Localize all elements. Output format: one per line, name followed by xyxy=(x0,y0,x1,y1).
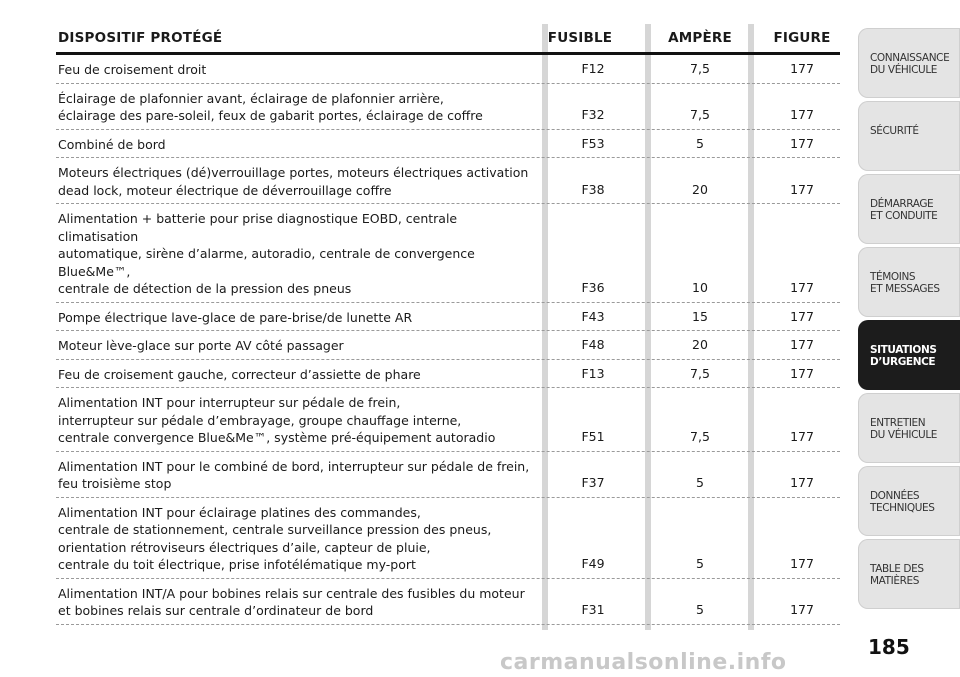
table-row xyxy=(56,388,840,452)
table-row xyxy=(56,84,840,130)
chapter-tab[interactable] xyxy=(858,320,960,390)
figure-cell: 177 xyxy=(790,602,814,617)
table-row xyxy=(56,452,840,498)
chapter-tab[interactable] xyxy=(858,466,960,536)
chapter-tab-label: DÉMARRAGE ET CONDUITE xyxy=(870,198,938,222)
amp-cell: 7,5 xyxy=(690,107,710,122)
device-cell: Moteur lève-glace sur porte AV côté passager xyxy=(58,338,344,353)
chapter-tab[interactable] xyxy=(858,28,960,98)
figure-cell: 177 xyxy=(790,337,814,352)
table-header xyxy=(56,24,840,55)
chapter-tabs xyxy=(858,28,960,612)
table-row xyxy=(56,204,840,303)
figure-cell: 177 xyxy=(790,61,814,76)
device-cell: Alimentation + batterie pour prise diagnostique EOBD, centrale climatisation automatique, sirène d’alarme, autoradio, centrale de convergence Blue&Me™, centrale de détection de la pression des pneus xyxy=(58,211,475,296)
chapter-tab[interactable] xyxy=(858,393,960,463)
amp-cell: 10 xyxy=(692,280,708,295)
fuse-cell: F43 xyxy=(581,308,605,324)
amp-cell: 5 xyxy=(696,602,704,617)
amp-cell: 5 xyxy=(696,556,704,571)
device-cell: Alimentation INT/A pour bobines relais sur centrale des fusibles du moteur et bobines relais sur centrale d’ordinateur de bord xyxy=(58,585,525,618)
figure-cell: 177 xyxy=(790,280,814,295)
device-cell: Alimentation INT pour interrupteur sur pédale de frein, interrupteur sur pédale d’embrayage, groupe chauffage interne, centrale convergence Blue&Me™, système pré-équipement autoradio xyxy=(58,395,496,445)
device-cell: Alimentation INT pour éclairage platines des commandes, centrale de stationnement, centrale surveillance pression des pneus, orientation rétroviseurs électriques d’aile, capteur de pluie, centrale du toit électrique, prise infotélématique my-port xyxy=(58,504,492,572)
figure-cell: 177 xyxy=(790,475,814,490)
figure-cell: 177 xyxy=(790,308,814,324)
device-cell: Alimentation INT pour le combiné de bord, interrupteur sur pédale de frein, feu troisième stop xyxy=(58,458,530,491)
amp-cell: 20 xyxy=(692,337,708,352)
figure-cell: 177 xyxy=(790,556,814,571)
page-number: 185 xyxy=(868,635,910,659)
fuse-cell: F36 xyxy=(581,280,605,295)
chapter-tab-label: TABLE DES MATIÈRES xyxy=(870,563,924,587)
fuse-table xyxy=(56,24,840,625)
header-figure: FIGURE xyxy=(773,30,831,46)
amp-cell: 5 xyxy=(696,135,704,151)
table-row xyxy=(56,158,840,204)
fuse-cell: F31 xyxy=(581,602,605,617)
table-row xyxy=(56,130,840,159)
fuse-cell: F38 xyxy=(581,181,605,197)
fuse-cell: F32 xyxy=(581,107,605,122)
header-fuse: FUSIBLE xyxy=(547,30,613,46)
amp-cell: 5 xyxy=(696,475,704,490)
figure-cell: 177 xyxy=(790,429,814,444)
chapter-tab-label: CONNAISSANCE DU VÉHICULE xyxy=(870,52,950,76)
fuse-cell: F37 xyxy=(581,475,605,490)
table-row xyxy=(56,55,840,84)
amp-cell: 15 xyxy=(692,308,708,324)
chapter-tab-label: SÉCURITÉ xyxy=(870,125,919,137)
figure-cell: 177 xyxy=(790,135,814,151)
fuse-cell: F13 xyxy=(581,365,605,381)
device-cell: Pompe électrique lave-glace de pare-brise/de lunette AR xyxy=(58,309,413,325)
fuse-cell: F51 xyxy=(581,429,605,444)
device-cell: Feu de croisement droit xyxy=(58,62,207,77)
chapter-tab[interactable] xyxy=(858,101,960,171)
chapter-tab[interactable] xyxy=(858,174,960,244)
device-cell: Éclairage de plafonnier avant, éclairage de plafonnier arrière, éclairage des pare-soleil, feux de gabarit portes, éclairage de coffre xyxy=(58,90,483,123)
table-row xyxy=(56,579,840,625)
amp-cell: 7,5 xyxy=(690,61,710,76)
table-row xyxy=(56,331,840,360)
header-device: DISPOSITIF PROTÉGÉ xyxy=(58,30,223,46)
figure-cell: 177 xyxy=(790,107,814,122)
fuse-cell: F48 xyxy=(581,337,605,352)
device-cell: Combiné de bord xyxy=(58,136,166,152)
header-amp: AMPÈRE xyxy=(668,30,732,46)
chapter-tab-label: ENTRETIEN DU VÉHICULE xyxy=(870,417,938,441)
table-row xyxy=(56,303,840,332)
table-body xyxy=(56,55,840,625)
chapter-tab-label: SITUATIONS D’URGENCE xyxy=(870,344,937,368)
chapter-tab-label: DONNÉES TECHNIQUES xyxy=(870,490,935,514)
fuse-cell: F12 xyxy=(581,61,605,76)
fuse-cell: F49 xyxy=(581,556,605,571)
amp-cell: 7,5 xyxy=(690,429,710,444)
chapter-tab[interactable] xyxy=(858,247,960,317)
table-row xyxy=(56,360,840,389)
watermark: carmanualsonline.info xyxy=(500,650,787,675)
fuse-cell: F53 xyxy=(581,135,605,151)
figure-cell: 177 xyxy=(790,181,814,197)
amp-cell: 7,5 xyxy=(690,365,710,381)
figure-cell: 177 xyxy=(790,365,814,381)
amp-cell: 20 xyxy=(692,181,708,197)
chapter-tab-label: TÉMOINS ET MESSAGES xyxy=(870,271,940,295)
chapter-tab[interactable] xyxy=(858,539,960,609)
table-row xyxy=(56,498,840,579)
device-cell: Feu de croisement gauche, correcteur d’assiette de phare xyxy=(58,366,421,382)
device-cell: Moteurs électriques (dé)verrouillage portes, moteurs électriques activation dead lock, moteur électrique de déverrouillage coffre xyxy=(58,165,529,198)
